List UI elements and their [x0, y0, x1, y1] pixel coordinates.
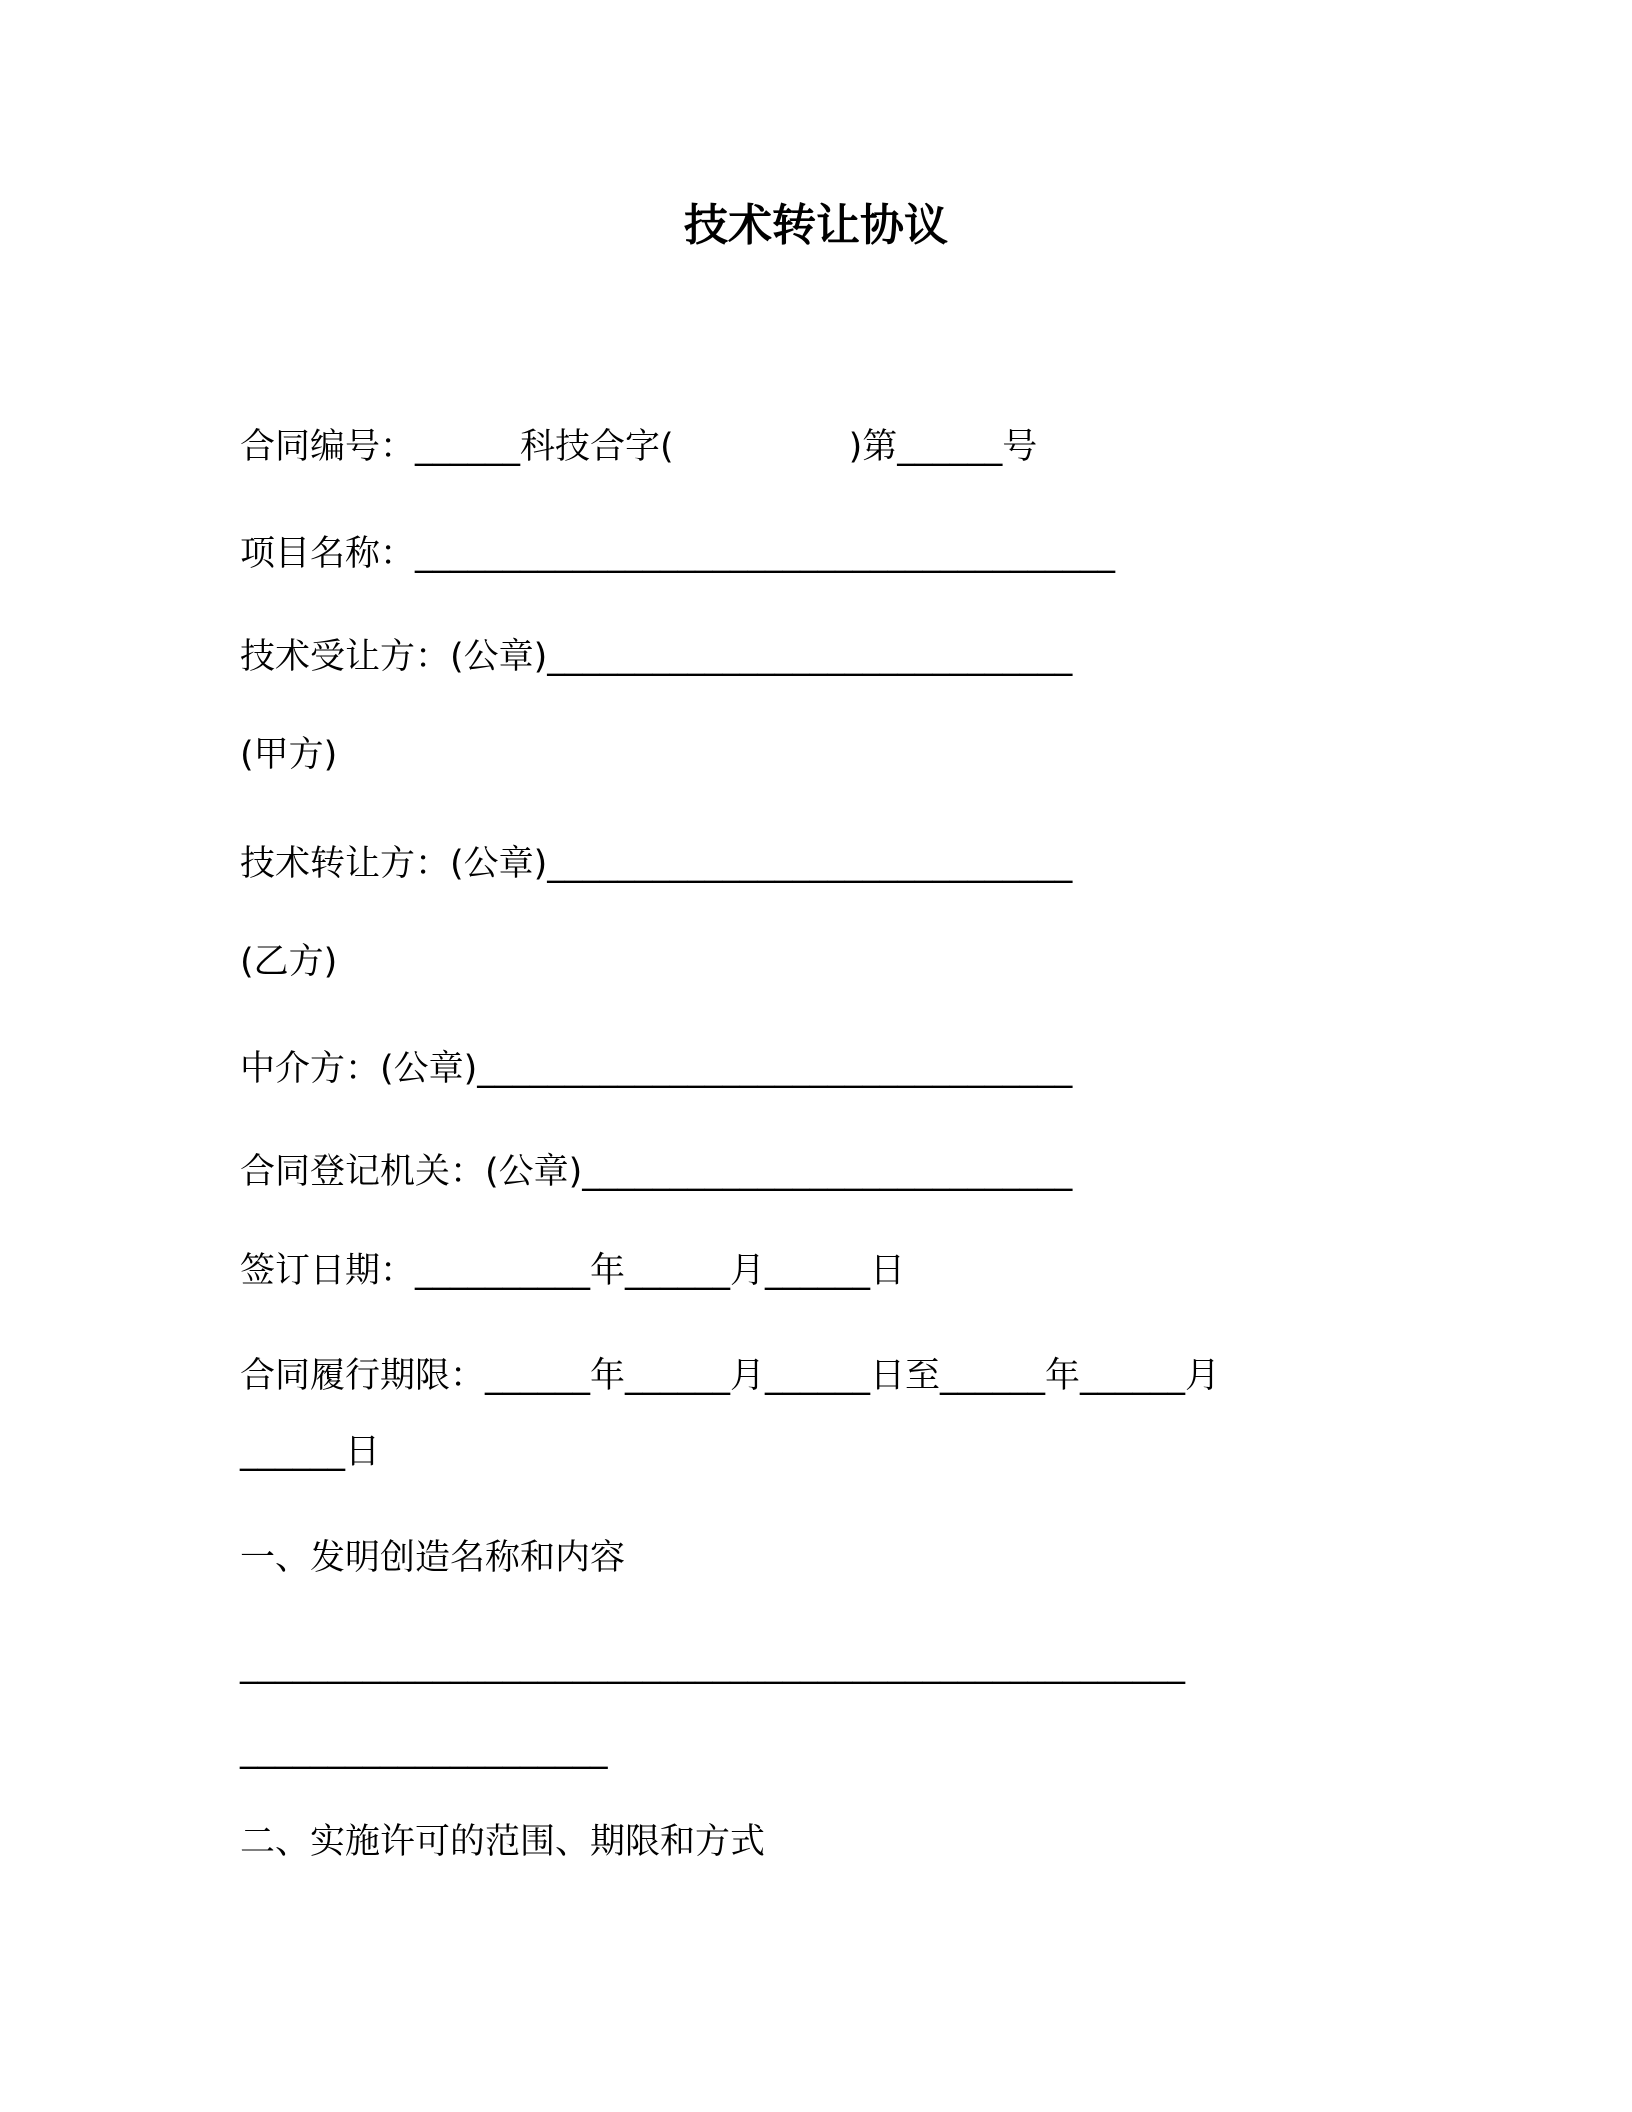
party-b-label: (乙方) [240, 942, 338, 982]
transferor-line: 技术转让方：(公章)______________________________ [240, 844, 1073, 884]
performance-period-line: 合同履行期限：______年______月______日至______年______月 [240, 1356, 1221, 1396]
section-1-blank-line-1: ______________________________________________________ [240, 1645, 1185, 1685]
registration-authority-line: 合同登记机关：(公章)____________________________ [240, 1152, 1073, 1192]
contract-number-line: 合同编号：______科技合字( )第______号 [240, 427, 1038, 467]
signing-date-line: 签订日期：__________年______月______日 [240, 1251, 906, 1291]
project-name-line: 项目名称：________________________________________ [240, 534, 1116, 574]
section-2-heading: 二、实施许可的范围、期限和方式 [240, 1822, 766, 1862]
section-1-heading: 一、发明创造名称和内容 [240, 1538, 626, 1578]
section-1-blank-line-2: _____________________ [240, 1730, 608, 1770]
transferee-line: 技术受让方：(公章)______________________________ [240, 637, 1073, 677]
performance-period-end-line: ______日 [240, 1432, 381, 1472]
intermediary-line: 中介方：(公章)__________________________________ [240, 1049, 1073, 1089]
party-a-label: (甲方) [240, 735, 338, 775]
document-title: 技术转让协议 [684, 200, 948, 251]
